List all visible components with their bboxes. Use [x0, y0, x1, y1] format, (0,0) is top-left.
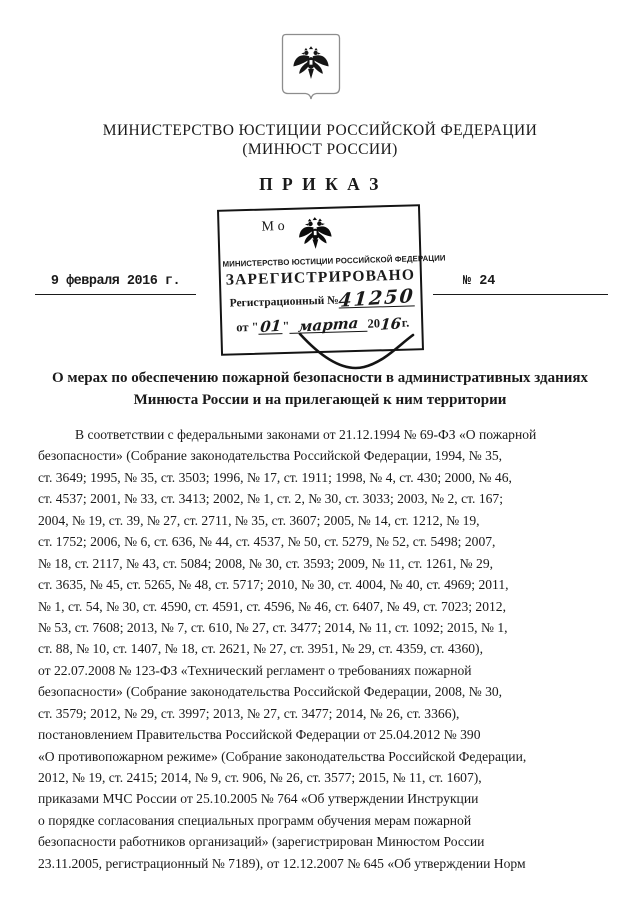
signature-flourish-icon: [296, 332, 416, 374]
body-line: № 53, ст. 7608; 2013, № 7, ст. 610, № 27, ст. 3477; 2014, № 11, ст. 1092; 2015, № 1,: [38, 619, 508, 635]
body-line: ст. 3579; 2012, № 29, ст. 3997; 2013, № 27, ст. 3477; 2014, № 26, ст. 3366),: [38, 705, 460, 721]
body-line: В соответствии с федеральными законами от 21.12.1994 № 69-ФЗ «О пожарной: [75, 427, 537, 442]
doc-number: [433, 274, 608, 295]
body-line: ст. 3635, № 45, ст. 5265, № 48, ст. 5717; 2010, № 30, ст. 4004, № 40, ст. 4969; 2011,: [38, 577, 509, 593]
stamp-city-row: [219, 206, 419, 258]
doc-date: 9 февраля 2016 г.: [35, 274, 196, 295]
body-line: 23.11.2005, регистрационный № 7189), от 12.12.2007 № 645 «Об утверждении Норм: [38, 855, 526, 871]
org-name-line2: (МИНЮСТ РОССИИ): [242, 141, 398, 158]
body-line: 2012, № 19, ст. 2415; 2014, № 9, ст. 906, № 26, ст. 3577; 2015, № 11, ст. 1607),: [38, 770, 482, 785]
stamp-registered-label: ЗАРЕГИСТРИРОВАНО: [225, 266, 416, 289]
body-line: безопасности работников организаций» (зарегистрирован Минюстом России: [38, 834, 485, 850]
doc-type-title: П Р И К А З: [259, 174, 381, 194]
body-line: безопасности» (Собрание законодательства Российской Федерации, 2008, № 30,: [38, 684, 503, 700]
handwritten-day: 01: [259, 316, 282, 337]
stamp-date-day: [258, 316, 282, 337]
handwritten-year: 16: [379, 314, 402, 334]
body-line: ст. 4537; 2001, № 33, ст. 3413; 2002, № 1, ст. 2, № 30, ст. 3033; 2003, № 2, ст. 167;: [38, 491, 503, 507]
stamp-reg-number-value: [337, 285, 416, 312]
coat-of-arms-icon: [281, 33, 341, 105]
body-line: ст. 3649; 1995, № 35, ст. 3503; 1996, № 17, ст. 1911; 1998, № 4, ст. 430; 2000, № 46,: [38, 469, 512, 485]
stamp-eagle-icon: [296, 213, 334, 256]
body-line: приказами МЧС России от 25.10.2005 № 764 «Об утверждении Инструкции: [38, 791, 479, 807]
body-paragraph: [38, 424, 603, 874]
doc-number-value: № 24: [463, 274, 496, 289]
body-line: безопасности» (Собрание законодательства Российской Федерации, 1994, № 35,: [38, 448, 503, 464]
org-name-line1: МИНИСТЕРСТВО ЮСТИЦИИ РОССИЙСКОЙ ФЕДЕРАЦИИ: [102, 122, 538, 139]
body-line: о порядке согласования специальных программ обучения мерам пожарной: [38, 812, 472, 828]
city-label-partial: Мо: [261, 218, 289, 235]
subject-line2: Минюста России и на прилегающей к ним территории: [133, 392, 507, 408]
body-line: № 18, ст. 2117, № 43, ст. 5084; 2008, № 30, ст. 3593; 2009, № 11, ст. 1261, № 29,: [38, 555, 494, 571]
stamp-ministry-label: МИНИСТЕРСТВО ЮСТИЦИИ РОССИЙСКОЙ ФЕДЕРАЦИИ: [222, 253, 446, 269]
body-line: № 1, ст. 54, № 30, ст. 4590, ст. 4591, ст. 4596, № 46, ст. 6407, № 49, ст. 7023; 2012,: [38, 598, 507, 614]
stamp-reg-number-label: Регистрационный №: [229, 294, 339, 310]
stamp-date-suffix: г.: [401, 315, 410, 330]
handwritten-month: марта: [297, 313, 360, 336]
body-line: ст. 88, № 10, ст. 1407, № 18, ст. 2621, № 27, ст. 3951, № 29, ст. 4359, ст. 4360),: [38, 641, 483, 657]
body-line: от 22.07.2008 № 123-ФЗ «Технический регламент о требованиях пожарной: [38, 662, 472, 678]
subject-line1: О мерах по обеспечению пожарной безопасности в административных зданиях: [51, 370, 589, 386]
stamp-date-year-printed: 20: [367, 316, 381, 331]
handwritten-reg-number: 41250: [337, 285, 416, 312]
body-line: «О противопожарном режиме» (Собрание законодательства Российской Федерации,: [38, 748, 527, 764]
org-name: [0, 121, 640, 159]
stamp-date-close-quote: ": [282, 318, 290, 334]
body-line: 2004, № 19, ст. 39, № 27, ст. 2711, № 35, ст. 3607; 2005, № 14, ст. 1212, № 19,: [38, 512, 480, 528]
stamp-registration-row: [229, 285, 416, 312]
stamp-date-prefix: от ": [236, 319, 259, 335]
body-line: ст. 1752; 2006, № 6, ст. 636, № 44, ст. 4537, № 50, ст. 5279, № 52, ст. 5498; 2007,: [38, 534, 496, 550]
body-line: постановлением Правительства Российской Федерации от 25.04.2012 № 390: [38, 727, 481, 743]
